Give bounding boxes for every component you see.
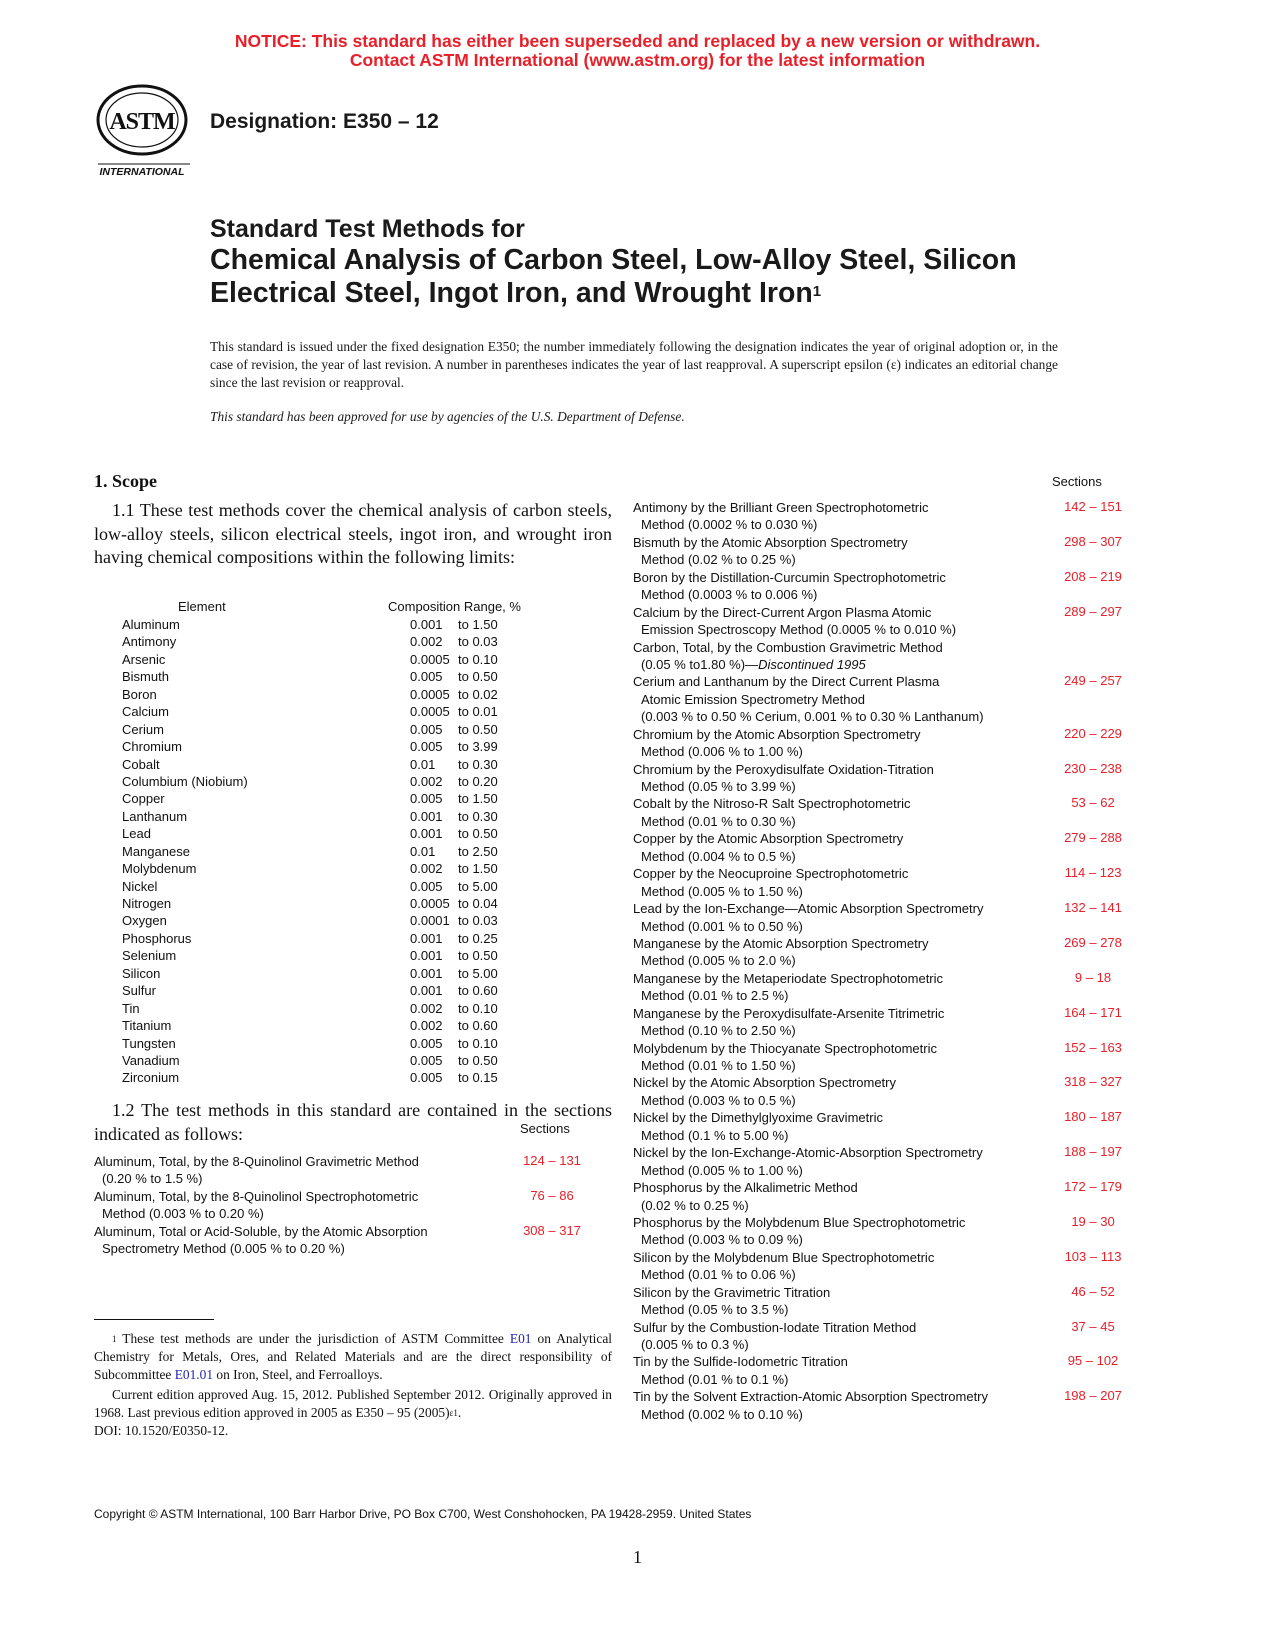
paragraph-1-2: 1.2 The test methods in this standard are contained in the sections indicated as follows: (94, 1100, 612, 1144)
section-entry-text: Cobalt by the Nitroso-R Salt Spectrophotometric (633, 796, 911, 812)
composition-high: to 0.10 (458, 1035, 498, 1051)
composition-row (122, 756, 542, 773)
section-entry-text: Method (0.02 % to 0.25 %) (641, 552, 796, 568)
composition-low: 0.005 (410, 1052, 443, 1068)
composition-element: Phosphorus (122, 930, 192, 946)
section-entry-text: Aluminum, Total, by the 8-Quinolinol Spectrophotometric (94, 1188, 419, 1204)
section-range-link[interactable]: 180 – 187 (1064, 1109, 1122, 1125)
composition-row (122, 703, 542, 720)
section-entry-line (633, 639, 1143, 656)
composition-high: to 0.60 (458, 983, 498, 999)
logo-letters: ASTM (109, 109, 175, 135)
section-entry-text: Nickel by the Ion-Exchange-Atomic-Absorption Spectrometry (633, 1145, 983, 1161)
section-entry-text: Nickel by the Atomic Absorption Spectrometry (633, 1075, 897, 1091)
section-range-link[interactable]: 269 – 278 (1064, 934, 1122, 950)
composition-row (122, 878, 542, 895)
section-entry-text: (0.05 % to1.80 %)— (641, 656, 759, 672)
composition-low: 0.005 (410, 669, 443, 685)
composition-element: Tin (122, 1000, 140, 1016)
composition-low: 0.001 (410, 826, 443, 842)
section-entry-text: Tin by the Solvent Extraction-Atomic Absorption Spectrometry (633, 1389, 989, 1405)
composition-element: Silicon (122, 965, 161, 981)
composition-high: to 2.50 (458, 843, 498, 859)
composition-element: Sulfur (122, 983, 156, 999)
section-entry-line (633, 586, 1143, 603)
section-entry-text: Copper by the Neocuproine Spectrophotometric (633, 866, 909, 882)
section-entry-line (633, 708, 1143, 725)
section-entry-line (633, 1127, 1143, 1144)
composition-row (122, 930, 542, 947)
left-sections-header: Sections (520, 1121, 570, 1136)
section-entry (633, 1074, 1143, 1109)
composition-low: 0.0005 (410, 686, 450, 702)
section-range-link[interactable]: 142 – 151 (1064, 499, 1122, 514)
section-entry-text: (0.005 % to 0.3 %) (641, 1337, 749, 1352)
composition-row (122, 860, 542, 877)
section-entry-text: Method (0.003 % to 0.09 %) (641, 1232, 803, 1248)
section-entry-text: Method (0.003 % to 0.20 %) (102, 1206, 264, 1222)
composition-element: Cerium (122, 721, 164, 737)
section-entry (633, 604, 1143, 639)
composition-low: 0.005 (410, 739, 443, 755)
section-entry (94, 1188, 614, 1223)
section-entry-text: Method (0.002 % to 0.10 %) (641, 1406, 803, 1422)
composition-low: 0.005 (410, 791, 443, 807)
composition-high: to 0.15 (458, 1070, 498, 1086)
composition-low: 0.002 (410, 1000, 443, 1016)
section-entry-text: Manganese by the Metaperiodate Spectrophotometric (633, 970, 944, 986)
section-entry-line (633, 883, 1143, 900)
composition-high: to 0.10 (458, 1000, 498, 1016)
section-entry-text: Tin by the Sulfide-Iodometric Titration (633, 1354, 848, 1370)
section-entry-line (633, 1336, 1143, 1353)
section-entry-text: Nickel by the Dimethylglyoxime Gravimetric (633, 1110, 883, 1126)
composition-element: Zirconium (122, 1070, 180, 1086)
composition-row (122, 738, 542, 755)
section-range-link[interactable]: 318 – 327 (1064, 1074, 1122, 1090)
footnote-text-a: These test methods are under the jurisdiction of ASTM Committee (116, 1331, 510, 1346)
section-entry-line (94, 1170, 614, 1187)
section-entry (633, 900, 1143, 935)
composition-low: 0.001 (410, 948, 443, 964)
section-entry-line (633, 621, 1143, 638)
composition-high: to 1.50 (458, 617, 498, 632)
section-entry (633, 1284, 1143, 1319)
intro-paragraph: This standard is issued under the fixed designation E350; the number immediately following the designation indicates the year of original adoption or, in the case of revision, the year of last revision. A number in parentheses indicates the year of last reapproval. A superscript epsilon (ε) indicates an editorial change since the last revision or reapproval. (210, 339, 1058, 390)
section-range-link[interactable]: 95 – 102 (1067, 1353, 1119, 1369)
section-entry-text: Aluminum, Total, by the 8-Quinolinol Gravimetric Method (94, 1154, 419, 1169)
composition-high: to 0.02 (458, 686, 498, 702)
section-range-link[interactable]: 114 – 123 (1064, 865, 1122, 881)
composition-high: to 1.50 (458, 791, 498, 807)
composition-element: Aluminum (122, 617, 180, 632)
section-entry-text: (0.20 % to 1.5 %) (102, 1171, 203, 1187)
section-entry-text: Boron by the Distillation-Curcumin Spectrophotometric (633, 569, 946, 585)
composition-low: 0.001 (410, 808, 443, 824)
section-entry (633, 795, 1143, 830)
section-entry-text: Method (0.01 % to 2.5 %) (641, 988, 789, 1004)
composition-row (122, 1017, 542, 1034)
composition-row (122, 947, 542, 964)
section-entry-line (633, 743, 1143, 760)
section-entry (633, 1388, 1143, 1423)
composition-high: to 0.04 (458, 896, 498, 911)
section-range-link[interactable]: 46 – 52 (1071, 1283, 1115, 1299)
section-entry-text: Cerium and Lanthanum by the Direct Current Plasma (633, 674, 940, 690)
composition-element: Lanthanum (122, 808, 188, 824)
section-range-link[interactable]: 279 – 288 (1064, 830, 1122, 846)
composition-element: Nitrogen (122, 896, 172, 911)
composition-element: Vanadium (122, 1052, 180, 1068)
composition-high: to 3.99 (458, 739, 498, 755)
section-entry-text: Method (0.006 % to 1.00 %) (641, 744, 803, 760)
section-entry (633, 673, 1143, 725)
composition-high: to 5.00 (458, 878, 498, 894)
scope-heading: 1. Scope (94, 471, 157, 491)
composition-low: 0.0005 (410, 704, 450, 720)
section-entry-line (633, 918, 1143, 935)
section-entry-text: Sulfur by the Combustion-Iodate Titration Method (633, 1319, 917, 1335)
section-range-link[interactable]: 103 – 113 (1064, 1248, 1122, 1264)
footnote-text-b: on Analytical Chemistry for Metals, Ores, and Related Materials and are the direct responsibility of Subcommittee (94, 1331, 612, 1382)
composition-low: 0.005 (410, 1070, 443, 1086)
subcommittee-link[interactable]: E01.01 (174, 1367, 214, 1382)
section-range-link[interactable]: 164 – 171 (1064, 1004, 1122, 1020)
section-entry-text: Silicon by the Molybdenum Blue Spectrophotometric (633, 1249, 935, 1265)
composition-high: to 0.50 (458, 826, 498, 842)
composition-row (122, 912, 542, 929)
section-range-link[interactable]: 172 – 179 (1064, 1179, 1122, 1195)
section-entry-text: Antimony by the Brilliant Green Spectrophotometric (633, 500, 929, 515)
section-entry (633, 1179, 1143, 1214)
composition-element: Bismuth (122, 669, 169, 685)
composition-low: 0.005 (410, 721, 443, 737)
section-entry-text: Aluminum, Total or Acid-Soluble, by the Atomic Absorption (94, 1223, 428, 1239)
composition-row (122, 686, 542, 703)
composition-row (122, 1000, 542, 1017)
section-entry (633, 1040, 1143, 1075)
section-entry-text: Method (0.01 % to 0.06 %) (641, 1267, 796, 1283)
section-range-link[interactable]: 9 – 18 (1074, 969, 1112, 985)
composition-low: 0.005 (410, 1035, 443, 1051)
composition-high: to 0.03 (458, 634, 498, 650)
section-entry-line (633, 1371, 1143, 1388)
composition-low: 0.0001 (410, 913, 450, 929)
section-entry (633, 1144, 1143, 1179)
section-entry-text: Phosphorus by the Alkalimetric Method (633, 1180, 858, 1196)
composition-element: Chromium (122, 739, 182, 755)
copyright: Copyright © ASTM International, 100 Barr Harbor Drive, PO Box C700, West Conshohocken, PA 19428-2959. United States (94, 1507, 752, 1521)
composition-row (122, 808, 542, 825)
composition-row (122, 843, 542, 860)
section-range-link[interactable]: 132 – 141 (1064, 900, 1122, 916)
section-entry-text: Chromium by the Atomic Absorption Spectrometry (633, 726, 921, 742)
document-title (210, 214, 1017, 310)
section-entry-text: Bismuth by the Atomic Absorption Spectrometry (633, 534, 908, 550)
section-entry-text: (0.003 % to 0.50 % Cerium, 0.001 % to 0.30 % Lanthanum) (641, 709, 984, 725)
composition-row (122, 651, 542, 668)
section-entry (633, 726, 1143, 761)
composition-low: 0.0005 (410, 896, 450, 911)
composition-element: Antimony (122, 634, 177, 650)
composition-high: to 0.03 (458, 913, 498, 929)
section-entry-text: Method (0.01 % to 0.30 %) (641, 813, 796, 829)
section-entry-line (633, 656, 1143, 673)
section-entry-text: Atomic Emission Spectrometry Method (641, 691, 865, 707)
composition-row (122, 1069, 542, 1086)
section-entry-text: (0.02 % to 0.25 %) (641, 1197, 749, 1213)
section-entry (633, 1214, 1143, 1249)
section-entry (633, 1353, 1143, 1388)
composition-row (122, 668, 542, 685)
committee-link[interactable]: E01 (509, 1331, 532, 1346)
composition-high: to 0.01 (458, 704, 498, 720)
section-entry-text: Method (0.004 % to 0.5 %) (641, 848, 796, 864)
section-entry-text: Method (0.05 % to 3.5 %) (641, 1302, 789, 1318)
section-entry-text: Method (0.005 % to 1.50 %) (641, 883, 803, 899)
section-entry-text: Method (0.1 % to 5.00 %) (641, 1127, 789, 1143)
section-range-link[interactable]: 198 – 207 (1064, 1388, 1122, 1404)
section-entry (633, 935, 1143, 970)
section-entry-line (94, 1205, 614, 1222)
composition-element: Nickel (122, 878, 158, 894)
section-entry-text: Method (0.05 % to 3.99 %) (641, 779, 796, 794)
composition-element: Calcium (122, 704, 169, 720)
footnote-1 (94, 1330, 612, 1384)
composition-high: to 0.25 (458, 930, 498, 946)
edition-text: Current edition approved Aug. 15, 2012. Published September 2012. Originally approved in 1968. Last previous edition approved in 2005 as E350 – 95 (2005) (94, 1387, 612, 1420)
page-number: 1 (633, 1547, 642, 1567)
composition-element: Cobalt (122, 756, 160, 772)
composition-row (122, 982, 542, 999)
section-entry-line (633, 1162, 1143, 1179)
section-entry-text: Molybdenum by the Thiocyanate Spectrophotometric (633, 1040, 937, 1056)
edition-note (94, 1386, 612, 1422)
section-entry-text: Method (0.10 % to 2.50 %) (641, 1023, 796, 1039)
section-entry-text: Method (0.005 % to 2.0 %) (641, 953, 796, 969)
section-entry-line (94, 1240, 614, 1257)
composition-high: to 1.50 (458, 861, 498, 877)
section-range-link[interactable]: 208 – 219 (1064, 568, 1122, 584)
composition-table (122, 599, 542, 1087)
right-sections-header: Sections (1052, 474, 1102, 489)
composition-high: to 0.10 (458, 651, 498, 667)
section-entry-line (633, 1406, 1143, 1423)
composition-row (122, 825, 542, 842)
section-entry-text: Method (0.01 % to 1.50 %) (641, 1058, 796, 1073)
section-entry-line (633, 848, 1143, 865)
edition-epsilon: ε1 (449, 1408, 458, 1418)
section-entry-line (633, 1197, 1143, 1214)
composition-element: Columbium (Niobium) (122, 773, 248, 789)
notice-line-2: Contact ASTM International (www.astm.org) for the latest information (349, 50, 926, 70)
section-entry-text: Carbon, Total, by the Combustion Gravimetric Method (633, 639, 943, 655)
footnote-mark: 1 (112, 1334, 117, 1344)
footnote-text-c: on Iron, Steel, and Ferroalloys. (213, 1367, 383, 1382)
composition-low: 0.001 (410, 617, 443, 632)
section-entry-text: Phosphorus by the Molybdenum Blue Spectrophotometric (633, 1214, 966, 1230)
section-range-link[interactable]: 19 – 30 (1071, 1213, 1115, 1229)
section-entry (633, 1005, 1143, 1040)
dod-approval-note: This standard has been approved for use by agencies of the U.S. Department of Defense. (210, 409, 685, 424)
composition-element: Tungsten (122, 1035, 176, 1051)
section-entry-line (633, 1231, 1143, 1248)
composition-high: to 0.30 (458, 808, 498, 824)
section-range-link[interactable]: 249 – 257 (1064, 673, 1122, 689)
section-entry-line (633, 778, 1143, 795)
composition-high: to 5.00 (458, 965, 498, 981)
composition-element: Arsenic (122, 651, 166, 667)
composition-element: Selenium (122, 948, 177, 964)
composition-element: Titanium (122, 1018, 172, 1034)
composition-low: 0.005 (410, 878, 443, 894)
composition-high: to 0.50 (458, 1052, 498, 1068)
section-range-link[interactable]: 230 – 238 (1064, 760, 1122, 776)
section-entry (633, 499, 1143, 534)
section-entry (633, 1249, 1143, 1284)
section-range-link[interactable]: 308 – 317 (523, 1222, 581, 1238)
composition-high: to 0.20 (458, 773, 498, 789)
composition-element: Copper (122, 791, 165, 807)
section-entry (633, 761, 1143, 796)
section-entry-text: Chromium by the Peroxydisulfate Oxidation-Titration (633, 761, 934, 777)
section-entry-line (633, 1092, 1143, 1109)
section-range-link[interactable]: 124 – 131 (523, 1153, 581, 1168)
composition-element: Oxygen (122, 913, 167, 929)
section-entry (94, 1153, 614, 1188)
composition-high: to 0.50 (458, 669, 498, 685)
right-sections-list (633, 499, 1143, 1423)
section-range-link[interactable]: 152 – 163 (1064, 1039, 1122, 1055)
composition-element: Lead (122, 826, 151, 842)
composition-low: 0.01 (410, 756, 436, 772)
section-entry (633, 534, 1143, 569)
section-entry-text: Emission Spectroscopy Method (0.0005 % to 0.010 %) (641, 622, 957, 638)
composition-high: to 0.60 (458, 1018, 498, 1034)
section-range-link[interactable]: 289 – 297 (1064, 603, 1122, 619)
section-range-link[interactable]: 76 – 86 (530, 1187, 574, 1203)
composition-row (122, 790, 542, 807)
composition-row (122, 895, 542, 912)
composition-row (122, 1052, 542, 1069)
composition-row (122, 616, 542, 633)
section-entry-text: Spectrometry Method (0.005 % to 0.20 %) (102, 1241, 345, 1257)
doi-note: DOI: 10.1520/E0350-12. (94, 1423, 229, 1438)
composition-high: to 0.50 (458, 948, 498, 964)
section-entry-line (633, 1022, 1143, 1039)
section-entry (633, 1109, 1143, 1144)
composition-row (122, 721, 542, 738)
section-entry-text: Method (0.0002 % to 0.030 %) (641, 517, 818, 533)
title-main-line-2: Electrical Steel, Ingot Iron, and Wrought Iron (210, 277, 813, 309)
section-entry-text: Method (0.001 % to 0.50 %) (641, 918, 803, 934)
title-footnote-mark: 1 (812, 283, 822, 300)
section-range-link[interactable]: 53 – 62 (1071, 795, 1115, 811)
discontinued-note: Discontinued 1995 (758, 656, 866, 672)
paragraph-1-1: 1.1 These test methods cover the chemical analysis of carbon steels, low-alloy steels, silicon electrical steels, ingot iron, and wrought iron having chemical compositions within the following limits: (94, 500, 612, 567)
composition-low: 0.0005 (410, 651, 450, 667)
section-entry (633, 830, 1143, 865)
section-entry-line (633, 551, 1143, 568)
section-range-link[interactable]: 298 – 307 (1064, 533, 1122, 549)
section-entry (633, 569, 1143, 604)
composition-row (122, 633, 542, 650)
section-entry-line (633, 691, 1143, 708)
footnote-rule (94, 1319, 214, 1320)
section-entry-line (633, 1301, 1143, 1318)
withdrawal-notice (0, 32, 1275, 70)
composition-low: 0.001 (410, 983, 443, 999)
composition-row (122, 773, 542, 790)
composition-high: to 0.30 (458, 756, 498, 772)
section-range-link[interactable]: 37 – 45 (1071, 1318, 1115, 1334)
section-entry-text: Copper by the Atomic Absorption Spectrometry (633, 831, 904, 847)
section-entry-text: Method (0.0003 % to 0.006 %) (641, 587, 818, 603)
composition-header-element: Element (178, 599, 226, 614)
title-main-line-1: Chemical Analysis of Carbon Steel, Low-Alloy Steel, Silicon (210, 244, 1017, 276)
section-entry (633, 970, 1143, 1005)
notice-line-1: NOTICE: This standard has either been superseded and replaced by a new version or withdrawn. (234, 31, 1041, 51)
section-entry-line (633, 813, 1143, 830)
composition-low: 0.002 (410, 1018, 443, 1034)
section-entry-text: Lead by the Ion-Exchange—Atomic Absorption Spectrometry (633, 901, 984, 917)
section-entry-text: Manganese by the Peroxydisulfate-Arsenite Titrimetric (633, 1005, 945, 1021)
composition-row (122, 965, 542, 982)
section-range-link[interactable]: 188 – 197 (1064, 1144, 1122, 1160)
title-sub: Standard Test Methods for (210, 215, 525, 243)
section-entry-line (633, 952, 1143, 969)
composition-low: 0.001 (410, 965, 443, 981)
composition-low: 0.002 (410, 634, 443, 650)
section-entry-text: Method (0.01 % to 0.1 %) (641, 1371, 789, 1387)
section-entry-line (633, 516, 1143, 533)
section-entry (633, 639, 1143, 674)
section-entry (633, 865, 1143, 900)
section-entry-text: Manganese by the Atomic Absorption Spectrometry (633, 935, 929, 951)
section-entry (94, 1223, 614, 1258)
section-entry (633, 1319, 1143, 1354)
section-entry-text: Silicon by the Gravimetric Titration (633, 1284, 831, 1300)
section-entry-line (633, 1266, 1143, 1283)
designation: Designation: E350 – 12 (210, 110, 439, 133)
composition-element: Boron (122, 686, 157, 702)
section-entry-text: Calcium by the Direct-Current Argon Plasma Atomic (633, 604, 932, 620)
composition-high: to 0.50 (458, 721, 498, 737)
composition-header-range: Composition Range, % (388, 599, 521, 614)
logo-caption: INTERNATIONAL (99, 166, 185, 176)
edition-period: . (457, 1405, 462, 1420)
composition-low: 0.002 (410, 861, 443, 877)
section-entry-text: Method (0.003 % to 0.5 %) (641, 1092, 796, 1108)
composition-low: 0.01 (410, 843, 436, 859)
left-sections-list (94, 1153, 614, 1258)
section-entry-line (633, 1057, 1143, 1074)
astm-logo (92, 80, 196, 176)
section-entry-text: Method (0.005 % to 1.00 %) (641, 1162, 803, 1178)
section-range-link[interactable]: 220 – 229 (1064, 725, 1122, 741)
composition-low: 0.002 (410, 773, 443, 789)
composition-row (122, 1035, 542, 1052)
section-entry-line (633, 987, 1143, 1004)
composition-low: 0.001 (410, 930, 443, 946)
composition-element: Manganese (122, 843, 190, 859)
composition-element: Molybdenum (122, 861, 197, 877)
